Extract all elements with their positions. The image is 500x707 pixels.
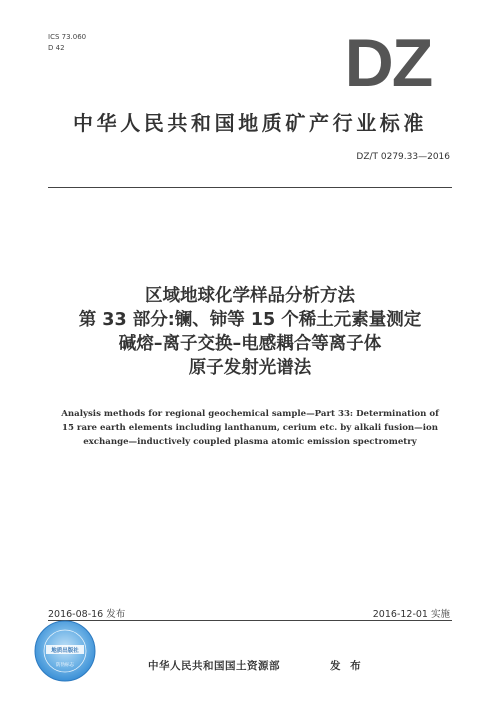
chinese-title-line-2: 第 33 部分:镧、铈等 15 个稀土元素量测定 — [78, 310, 422, 330]
issuer-name: 中华人民共和国国土资源部 — [148, 660, 280, 672]
top-divider — [48, 187, 452, 188]
english-title-line-2: 15 rare earth elements including lanthanum, cerium etc. by alkali fusion—ion — [61, 423, 439, 433]
implement-date: 2016-12-01 实施 — [372, 609, 450, 620]
dz-logo-text: DZ — [344, 34, 432, 90]
chinese-title-line-3: 碱熔–离子交换–电感耦合等离子体 — [118, 334, 382, 354]
anti-counterfeit-seal — [34, 620, 96, 682]
dz-logo — [325, 34, 451, 90]
classification-codes — [48, 32, 86, 54]
seal-bottom-text: 防伪标志 — [56, 663, 74, 668]
chinese-title — [0, 284, 500, 380]
chinese-title-line-4: 原子发射光谱法 — [188, 358, 312, 378]
english-title — [0, 407, 500, 449]
english-title-line-1: Analysis methods for regional geochemical sample—Part 33: Determination of — [61, 409, 439, 419]
bottom-divider — [48, 620, 452, 621]
issue-date: 2016-08-16 发布 — [48, 609, 126, 620]
seal-top-text: 地质出版社 — [51, 648, 79, 654]
ics-code: ICS 73.060 — [48, 33, 87, 41]
release-label: 发 布 — [330, 660, 364, 672]
english-title-line-3: exchange—inductively coupled plasma atomic emission spectrometry — [83, 437, 417, 447]
standard-number: DZ/T 0279.33—2016 — [356, 152, 450, 162]
standard-org-title: 中华人民共和国地质矿产行业标准 — [73, 111, 427, 135]
ccs-code: D 42 — [48, 44, 65, 52]
chinese-title-line-1: 区域地球化学样品分析方法 — [145, 286, 355, 306]
